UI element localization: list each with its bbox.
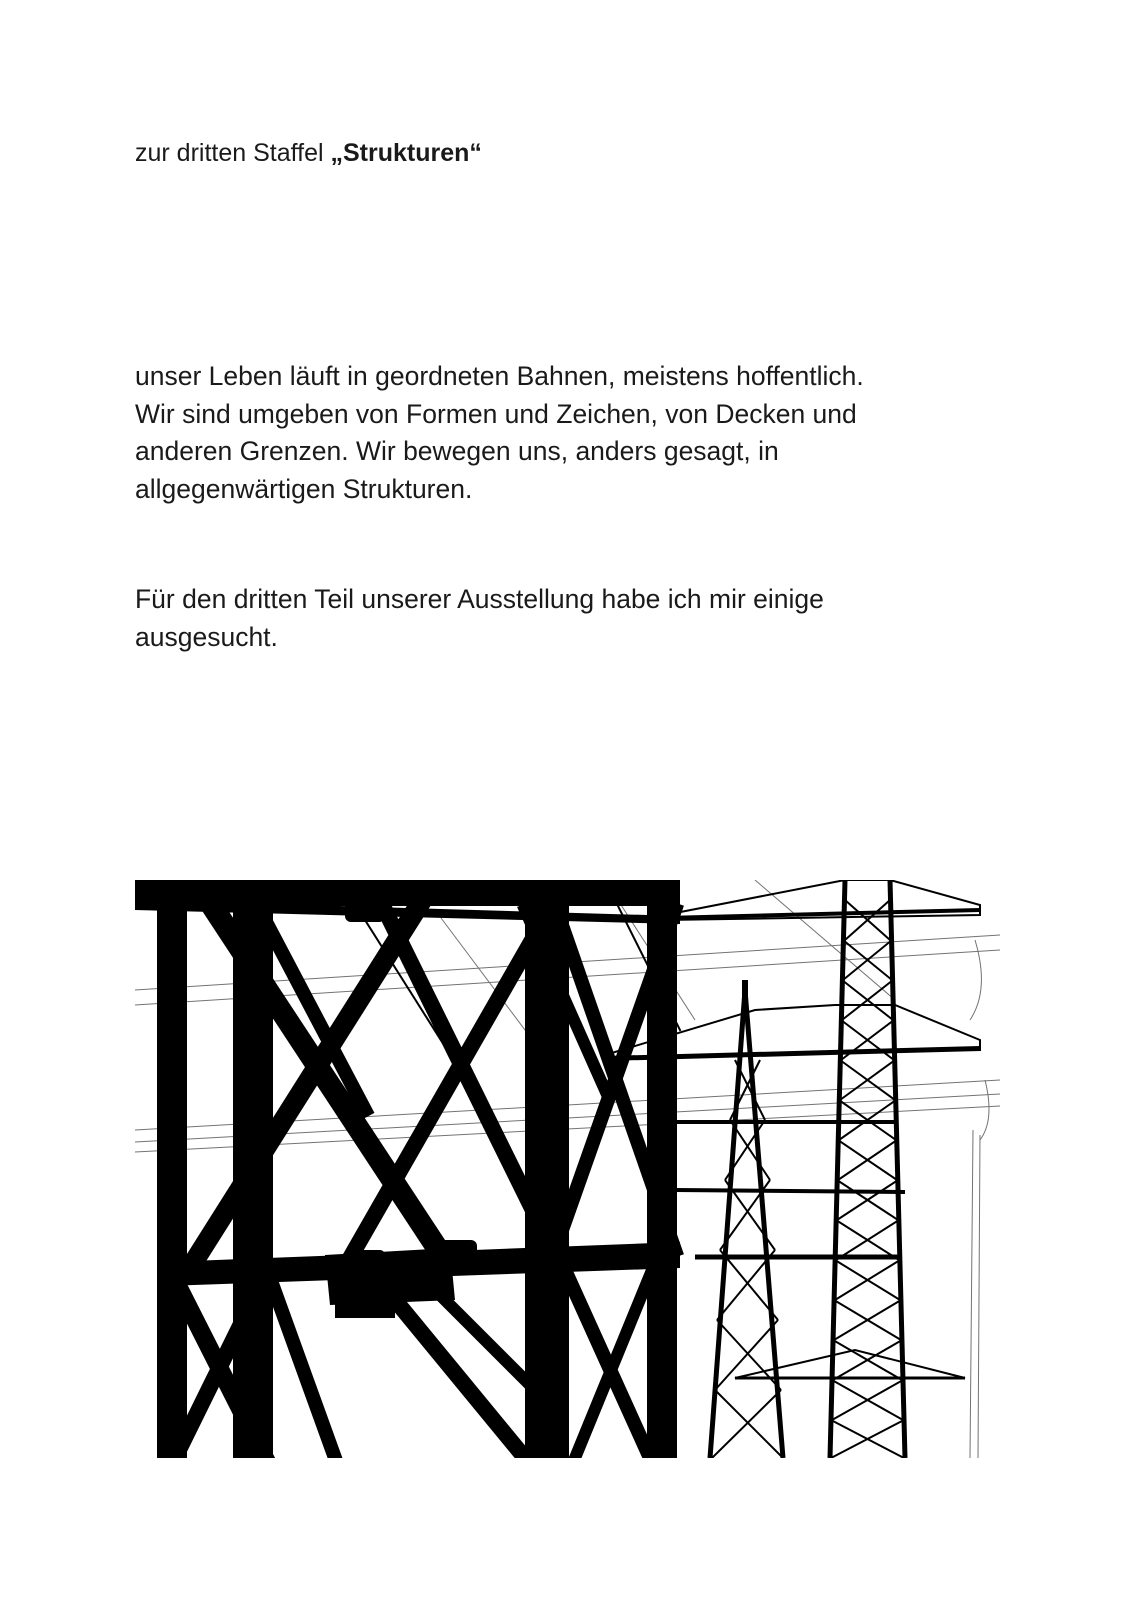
pylon-photo xyxy=(135,880,1000,1458)
paragraph-line: allgegenwärtigen Strukturen. xyxy=(135,473,473,504)
close-quote: “ xyxy=(469,139,482,167)
intro-line xyxy=(135,136,482,170)
paragraph-line: Für den dritten Teil unserer Ausstellung habe ich mir einige xyxy=(135,584,824,614)
paragraph-exhibition xyxy=(135,581,975,656)
paragraph-line: unser Leben läuft in geordneten Bahnen, meistens hoffentlich. xyxy=(135,361,864,391)
paragraph-structures xyxy=(135,358,975,508)
paragraph-line: ausgesucht. xyxy=(135,621,278,652)
intro-prefix: zur dritten Staffel xyxy=(135,139,331,167)
pylon-photo-svg xyxy=(135,880,1000,1458)
season-title: Strukturen xyxy=(342,139,470,167)
paragraph-line: anderen Grenzen. Wir bewegen uns, anders gesagt, in xyxy=(135,436,779,466)
open-quote: „ xyxy=(330,139,343,167)
intro-title xyxy=(330,139,481,167)
paragraph-line: Wir sind umgeben von Formen und Zeichen, von Decken und xyxy=(135,398,857,429)
